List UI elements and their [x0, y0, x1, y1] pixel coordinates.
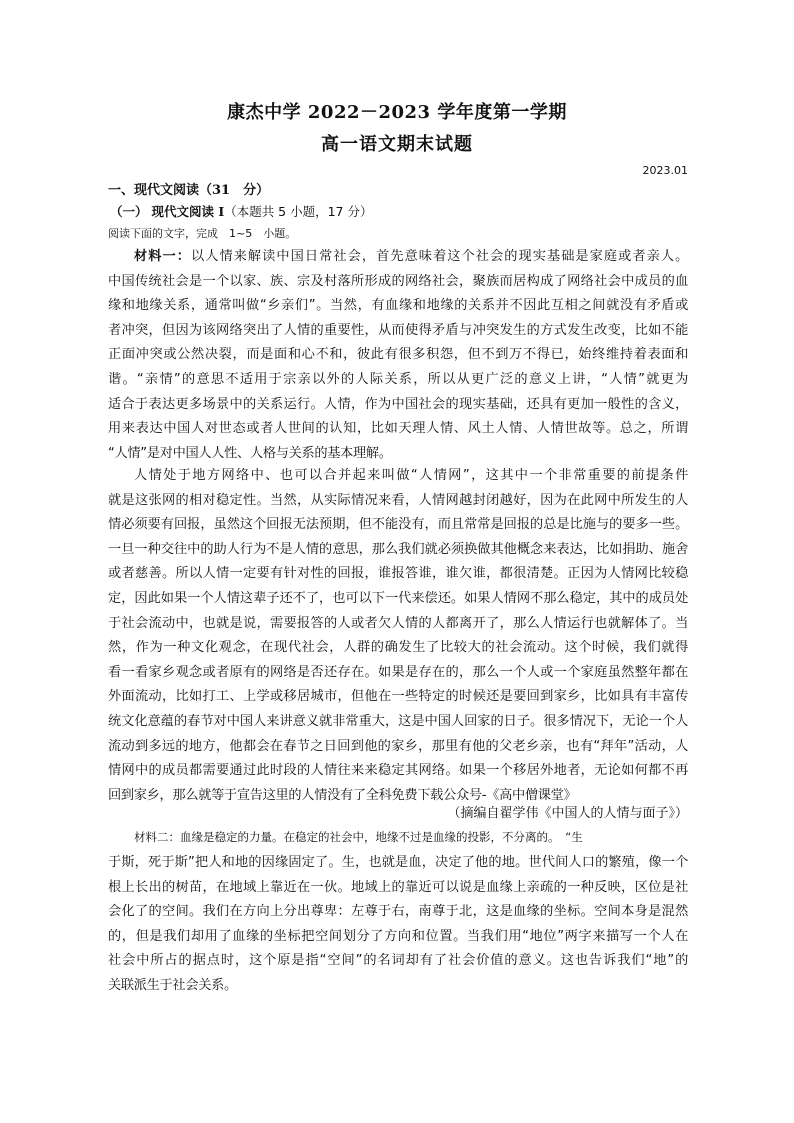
paragraph-line: 社会中所占的据点时，这个原是指“空间”的名词却有了社会价值的意义。这也告诉我们“地”的 — [108, 953, 688, 969]
paragraph-line: 就是这张网的相对稳定性。当然，从实际情况来看，人情网越封闭越好，因为在此网中所发生的人 — [108, 492, 688, 508]
material1-paragraph2 — [108, 464, 688, 808]
paragraph-line: 或者慈善。所以人情一定要有针对性的回报，谁报答谁，谁欠谁，都很清楚。正因为人情网比较稳 — [108, 566, 688, 582]
paragraph-line: 根上长出的树苗，在地域上靠近在一伙。地域上的靠近可以说是血缘上亲疏的一种反映，区位是社 — [108, 879, 688, 895]
paragraph-line: 然，作为一种文化观念，在现代社会，人群的确发生了比较大的社会流动。这个时候，我们就得 — [108, 640, 688, 656]
paragraph-line: “人情”是对中国人人性、人格与关系的基本理解。 — [108, 445, 392, 461]
material1-label: 材料一： — [134, 249, 191, 264]
paragraph-line: 适合于表达更多场景中的关系运行。人情，作为中国社会的现实基础，还具有更加一般性的含义， — [108, 396, 688, 412]
paragraph-line: 材料一：以人情来解读中国日常社会，首先意味着这个社会的现实基础是家庭或者亲人。 — [134, 249, 688, 264]
paragraph-line: 关联派生于社会关系。 — [108, 977, 237, 993]
paragraph-line: 统文化意蕴的春节对中国人来讲意义就非常重大，这是中国人回家的日子。很多情况下，无论一个人 — [108, 713, 688, 729]
material2-first-line: 材料二：血缘是稳定的力量。在稳定的社会中，地缘不过是血缘的投影，不分离的。 “生 — [134, 830, 583, 844]
paragraph-line: 于斯，死于斯”把人和地的因缘固定了。生，也就是血，决定了他的地。世代间人口的繁殖，像一个 — [108, 855, 688, 870]
material2-paragraph — [108, 851, 688, 999]
section-heading-part1: 一、现代文阅读（31 分） — [108, 183, 270, 198]
sub-note: （本题共 5 小题，17 分） — [224, 204, 373, 219]
paragraph-line: 回到家乡，那么就等于宣告这里的人情没有了全科免费下载公众号-《高中僧课堂》 — [108, 787, 577, 803]
reading-instruction: 阅读下面的文字，完成 1~5 小题。 — [108, 227, 297, 240]
paragraph-line: 一旦一种交往中的助人行为不是人情的意思，那么我们就必须换做其他概念来表达，比如捐助、施舍 — [108, 541, 688, 557]
paragraph-line: 于社会流动中，也就是说，需要报答的人或者欠人情的人都离开了，那么人情运行也就解体了。当 — [108, 615, 688, 631]
paragraph-line: 定，因此如果一个人情这辈子还不了，也可以下一代来偿还。如果人情网不那么稳定，其中的成员处 — [108, 590, 688, 606]
paragraph-line: 外面流动，比如打工、上学或移居城市，但他在一些特定的时候还是要回到家乡，比如具有丰富传 — [108, 689, 688, 705]
section-heading-reading1 — [110, 202, 372, 222]
exam-subtitle: 高一语文期末试题 — [321, 134, 473, 155]
paragraph-line: 者冲突，但因为该网络突出了人情的重要性，从而使得矛盾与冲突发生的方式发生改变，比如不能 — [108, 322, 688, 338]
paragraph-line: 缘和地缘关系，通常叫做“乡亲们”。当然，有血缘和地缘的关系并不因此互相之间就没有矛盾或 — [108, 298, 688, 314]
paragraph-line: 人情处于地方网络中、也可以合并起来叫做“人情网”，这其中一个非常重要的前提条件 — [134, 468, 688, 483]
exam-date: 2023.01 — [642, 164, 688, 177]
paragraph-line: 正面冲突或公然决裂，而是面和心不和，彼此有很多积怨，但不到万不得已，始终维持着表面和 — [108, 347, 688, 363]
paragraph-line: 会化了的空间。我们在方向上分出尊卑：左尊于右，南尊于北，这是血缘的坐标。空间本身是混然 — [108, 904, 688, 920]
material1-paragraph1 — [108, 245, 688, 466]
paragraph-line: 谐。“亲情”的意思不适用于宗亲以外的人际关系，所以从更广泛的意义上讲，“人情”就更为 — [108, 371, 688, 387]
material1-source: （摘编自翟学伟《中国人的人情与面子》） — [447, 806, 688, 821]
paragraph-line: 的，但是我们却用了血缘的坐标把空间划分了方向和位置。当我们用“地位”两字来描写一个人在 — [108, 928, 688, 944]
exam-title: 康杰中学 2022－2023 学年度第一学期 — [227, 102, 567, 123]
paragraph-line: 看一看家乡观念或者原有的网络是否还存在。如果是存在的，那么一个人或一个家庭虽然整年都在 — [108, 664, 688, 680]
paragraph-line: 流动到多远的地方，他都会在春节之日回到他的家乡，那里有他的父老乡亲，也有“拜年”活动，人 — [108, 738, 688, 754]
sub-prefix: （一） — [110, 204, 148, 219]
sub-title: 现代文阅读 I — [151, 204, 225, 219]
paragraph-line: 用来表达中国人对世态或者人世间的认知，比如天理人情、风土人情、人情世故等。总之，所谓 — [108, 421, 688, 437]
paragraph-line: 情网中的成员都需要通过此时段的人情往来来稳定其网络。如果一个移居外地者，无论如何都不再 — [108, 763, 688, 779]
paragraph-line: 情必须要有回报，虽然这个回报无法预期，但不能没有，而且常常是回报的总是比施与的要多一些。 — [108, 517, 688, 533]
paragraph-line: 中国传统社会是一个以家、族、宗及村落所形成的网络社会，聚族而居构成了网络社会中成员的血 — [108, 273, 688, 289]
